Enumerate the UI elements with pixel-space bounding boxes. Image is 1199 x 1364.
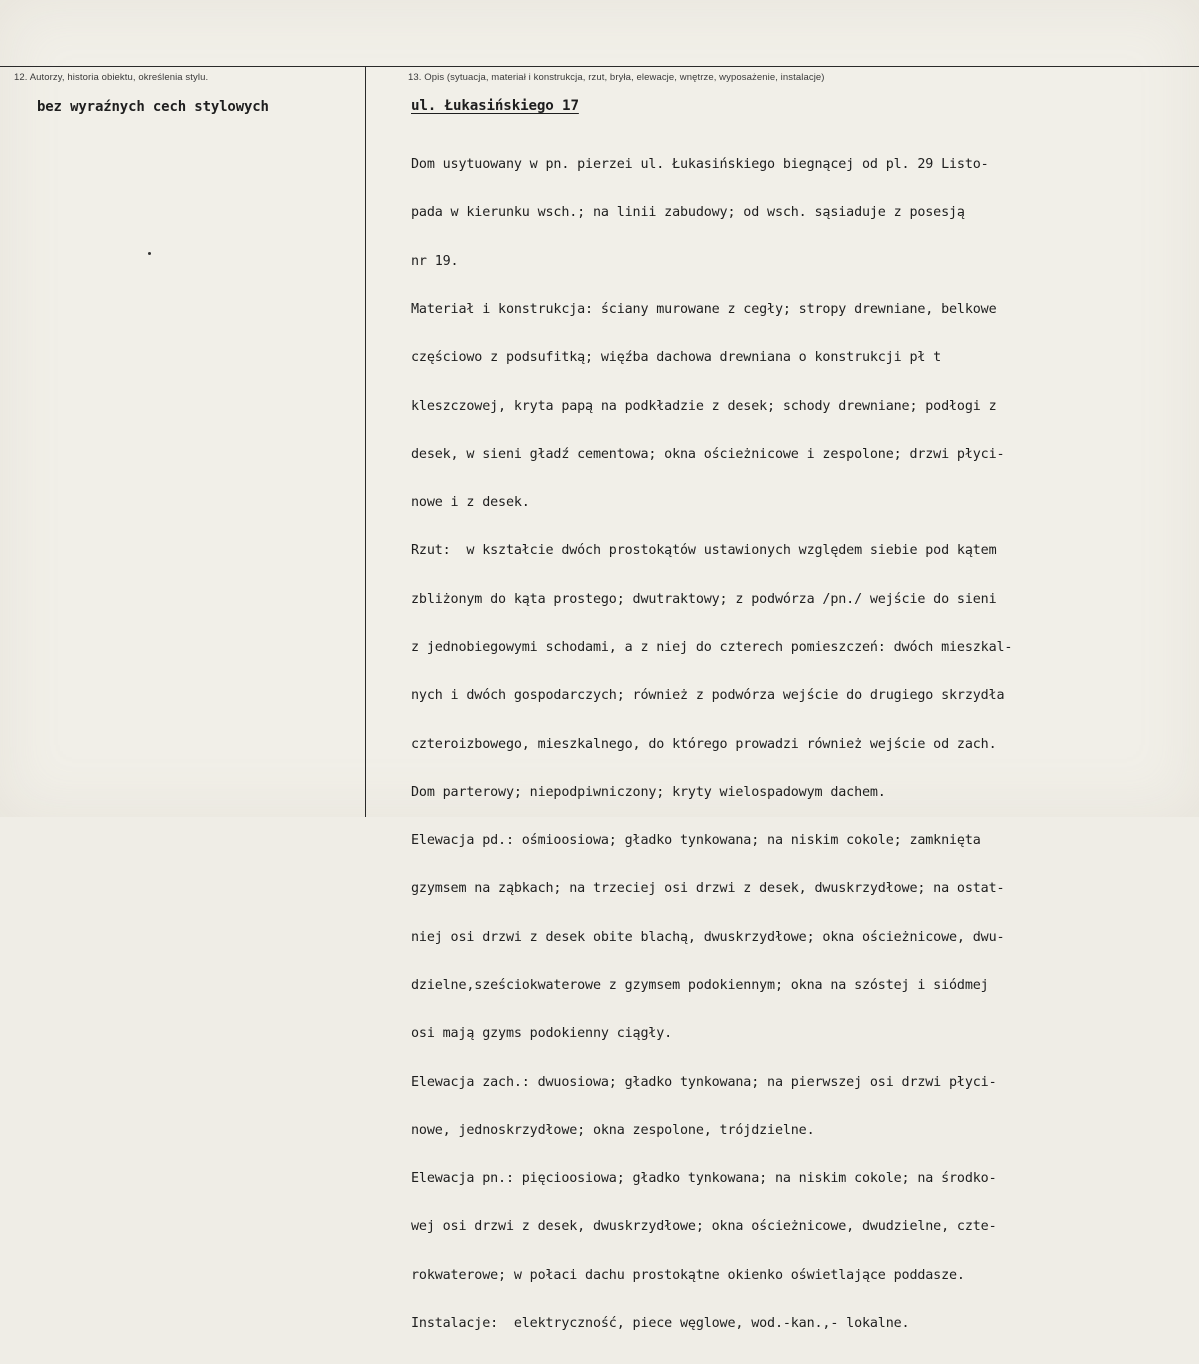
description-line: nowe i z desek. (411, 495, 530, 511)
description-line: Elewacja pd.: ośmioosiowa; gładko tynkowana; na niskim cokole; zamknięta (411, 833, 981, 849)
description-line: pada w kierunku wsch.; na linii zabudowy; od wsch. sąsiaduje z posesją (411, 205, 965, 221)
description-line: nowe, jednoskrzydłowe; okna zespolone, trójdzielne. (411, 1122, 815, 1138)
description-line: czteroizbowego, mieszkalnego, do którego prowadzi również wejście od zach. (411, 736, 997, 752)
description-line: zbliżonym do kąta prostego; dwutraktowy; z podwórza /pn./ wejście do sieni (411, 591, 997, 607)
description-line: wej osi drzwi z desek, dwuskrzydłowe; okna ościeżnicowe, dwudzielne, czte- (411, 1219, 997, 1235)
description-line: rokwaterowe; w połaci dachu prostokątne okienko oświetlające poddasze. (411, 1267, 965, 1283)
description-line: Instalacje: elektryczność, piece węglowe, wod.-kan.,- lokalne. (411, 1315, 910, 1331)
description-line: nr 19. (411, 253, 459, 269)
top-divider-line (0, 66, 1199, 67)
description-line: częściowo z podsufitką; więźba dachowa drewniana o konstrukcji pł t (411, 350, 942, 366)
column-divider-line (365, 67, 366, 817)
description-line: Dom parterowy; niepodpiwniczony; kryty wielospadowym dachem. (411, 784, 886, 800)
description-line: Materiał i konstrukcja: ściany murowane z cegły; stropy drewniane, belkowe (411, 302, 997, 318)
description-line: gzymsem na ząbkach; na trzeciej osi drzwi z desek, dwuskrzydłowe; na ostat- (411, 881, 1005, 897)
description-line: osi mają gzyms podokienny ciągły. (411, 1026, 673, 1042)
description-line: niej osi drzwi z desek obite blachą, dwuskrzydłowe; okna ościeżnicowe, dwu- (411, 929, 1005, 945)
description-line: desek, w sieni gładź cementowa; okna ościeżnicowe i zespolone; drzwi płyci- (411, 446, 1005, 462)
ink-dot-mark (148, 252, 151, 255)
description-line: kleszczowej, kryta papą na podkładzie z desek; schody drewniane; podłogi z (411, 398, 997, 414)
address-heading: ul. Łukasińskiego 17 (411, 98, 579, 114)
description-line: Rzut: w kształcie dwóch prostokątów ustawionych względem siebie pod kątem (411, 543, 997, 559)
description-line: z jednobiegowymi schodami, a z niej do czterech pomieszczeń: dwóch mieszkal- (411, 640, 1013, 655)
style-description: bez wyraźnych cech stylowych (37, 99, 269, 115)
field-12-label: 12. Autorzy, historia obiektu, określenia stylu. (14, 72, 209, 83)
description-line: Dom usytuowany w pn. pierzei ul. Łukasińskiego biegnącej od pl. 29 Listo- (411, 157, 989, 173)
description-body (411, 125, 1012, 1364)
description-line: Elewacja pn.: pięcioosiowa; gładko tynkowana; na niskim cokole; na środko- (411, 1171, 997, 1187)
description-line: dzielne,sześciokwaterowe z gzymsem podokiennym; okna na szóstej i siódmej (411, 977, 989, 993)
description-line: Elewacja zach.: dwuosiowa; gładko tynkowana; na pierwszej osi drzwi płyci- (411, 1074, 997, 1090)
description-line: nych i dwóch gospodarczych; również z podwórza wejście do drugiego skrzydła (411, 688, 1005, 704)
field-13-label: 13. Opis (sytuacja, materiał i konstrukcja, rzut, bryła, elewacje, wnętrze, wyposażenie, instalacje) (408, 72, 825, 83)
